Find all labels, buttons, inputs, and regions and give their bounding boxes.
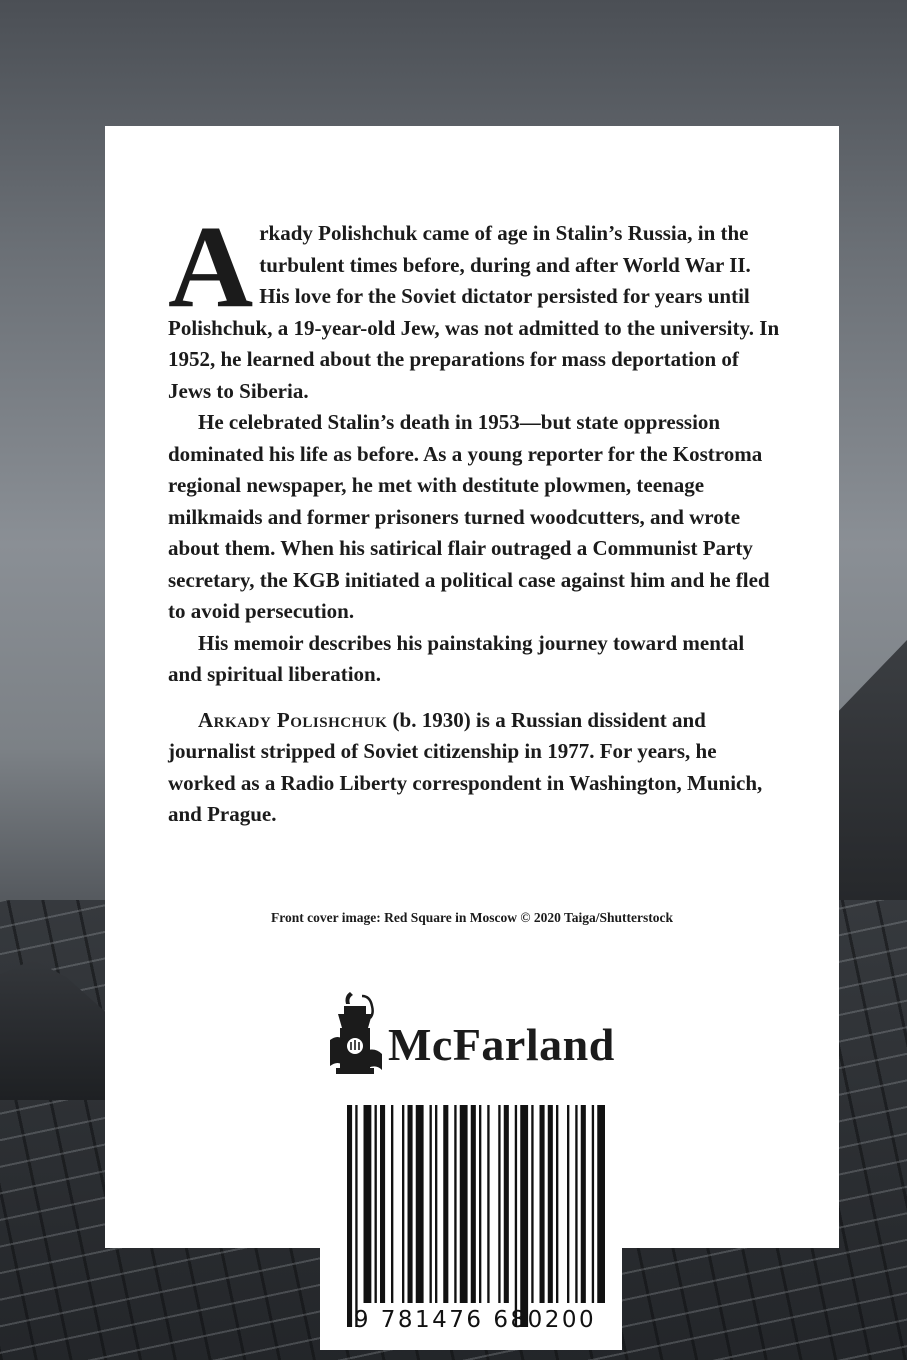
barcode-bar bbox=[402, 1105, 404, 1303]
barcode-bar bbox=[355, 1105, 357, 1327]
barcode-bar bbox=[504, 1105, 509, 1303]
barcode-bar bbox=[380, 1105, 385, 1303]
barcode-bar bbox=[520, 1105, 528, 1327]
barcode-bar bbox=[581, 1105, 586, 1303]
blurb-paragraph-1 bbox=[168, 201, 780, 407]
barcode-bar bbox=[416, 1105, 424, 1303]
barcode-bar bbox=[375, 1105, 377, 1303]
author-bio-text: (b. 1930) is a Russian dissident and journalist stripped of Soviet citizenship in 1977. For years, he worked as a Radio Liberty correspondent in Washington, Munich, and Prague. bbox=[168, 707, 763, 826]
barcode-bar bbox=[430, 1105, 432, 1303]
blurb-p1-text: rkady Polishchuk came of age in Stalin’s Russia, in the turbulent times before, during and after World War II. His love for the Soviet dictator persisted for years until Polishchuk, a 19-year-old Jew, was not admitted to the university. In 1952, he learned about the preparations for mass deportation of Jews to Siberia. bbox=[168, 221, 780, 403]
barcode-bar bbox=[567, 1105, 569, 1303]
barcode-bar bbox=[391, 1105, 393, 1303]
isbn-barcode bbox=[345, 1105, 605, 1335]
publisher-name: McFarland bbox=[388, 1019, 615, 1070]
author-name: Arkady Polishchuk bbox=[198, 707, 388, 732]
barcode-bar bbox=[460, 1105, 468, 1303]
barcode-bar bbox=[435, 1105, 437, 1303]
barcode-bar bbox=[479, 1105, 481, 1303]
barcode-bar bbox=[540, 1105, 545, 1303]
lantern-logo-icon bbox=[328, 990, 384, 1076]
barcode-bar bbox=[364, 1105, 372, 1303]
barcode-bar bbox=[443, 1105, 448, 1303]
barcode-bar bbox=[408, 1105, 413, 1303]
barcode-bar bbox=[487, 1105, 489, 1303]
barcode-bar bbox=[597, 1105, 605, 1303]
isbn-number: 9 781476 680200 bbox=[353, 1307, 597, 1333]
barcode-bar bbox=[498, 1105, 500, 1303]
barcode-bar bbox=[471, 1105, 476, 1303]
blurb-paragraph-2: He celebrated Stalin’s death in 1953—but state oppression dominated his life as before. As a young reporter for the Kostroma regional newspaper, he met with destitute plowmen, teenage milkmaids and former prisoners turned woodcutters, and wrote about them. When his satirical flair outraged a Communist Party secretary, the KGB initiated a political case against him and he fled to avoid persecution. bbox=[168, 410, 770, 623]
publisher-logo bbox=[328, 990, 628, 1080]
barcode-bar bbox=[515, 1105, 517, 1327]
barcode-bar bbox=[575, 1105, 577, 1303]
barcode-bar bbox=[592, 1105, 594, 1303]
drop-cap: A bbox=[168, 201, 254, 332]
barcode-bar bbox=[531, 1105, 533, 1303]
blurb bbox=[168, 201, 780, 831]
barcode-bar bbox=[556, 1105, 558, 1303]
barcode-bar bbox=[347, 1105, 352, 1327]
cover-image-credit: Front cover image: Red Square in Moscow © 2020 Taiga/Shutterstock bbox=[271, 910, 673, 925]
blurb-paragraph-3: His memoir describes his painstaking journey toward mental and spiritual liberation. bbox=[168, 630, 745, 686]
barcode-bar bbox=[548, 1105, 553, 1303]
author-bio bbox=[168, 705, 780, 831]
barcode-bar bbox=[454, 1105, 456, 1303]
